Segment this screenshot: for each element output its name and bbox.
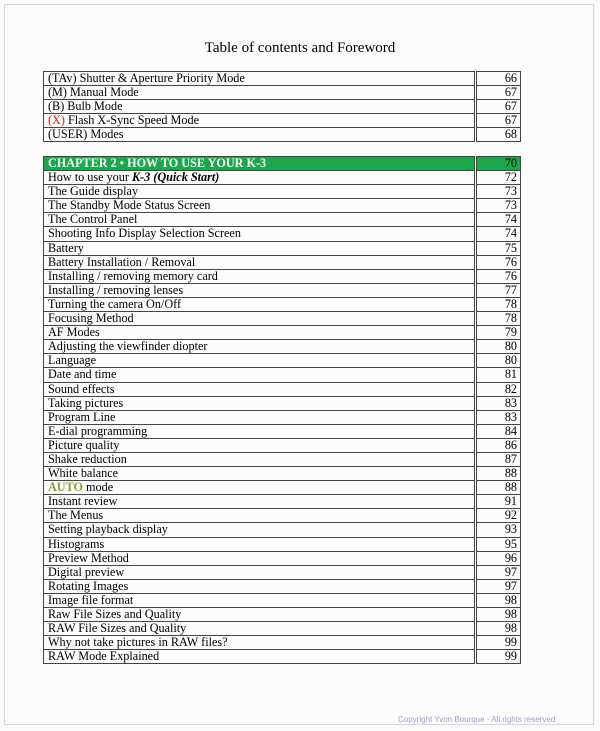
- chapter-heading-label: CHAPTER 2 • HOW TO USE YOUR K-3: [44, 157, 476, 171]
- page-title: Table of contents and Foreword: [204, 40, 396, 56]
- toc-entry-row[interactable]: [44, 622, 521, 636]
- toc-entry-row[interactable]: [44, 241, 521, 255]
- toc-entry-row[interactable]: [44, 255, 521, 269]
- toc-entry-page: 74: [476, 227, 521, 241]
- toc-entry-page: 91: [476, 495, 521, 509]
- copyright-notice: Copyright Yvon Bourque - All rights reserved: [398, 715, 556, 724]
- toc-entry-row[interactable]: [44, 424, 521, 438]
- toc-entry-page: 68: [476, 128, 521, 142]
- toc-entry-label: [44, 199, 476, 213]
- toc-entry-text: Preview Method: [48, 551, 129, 565]
- toc-entry-page: 86: [476, 438, 521, 452]
- toc-entry-page: 96: [476, 551, 521, 565]
- toc-entry-label: [44, 114, 476, 128]
- toc-entry-row[interactable]: [44, 551, 521, 565]
- toc-entry-row[interactable]: [44, 382, 521, 396]
- toc-entry-prefix: AUTO: [48, 480, 83, 495]
- toc-entry-row[interactable]: [44, 326, 521, 340]
- toc-entry-page: 66: [476, 72, 521, 86]
- toc-entry-label: [44, 255, 476, 269]
- toc-entry-label: [44, 326, 476, 340]
- toc-entry-page: 67: [476, 86, 521, 100]
- toc-entry-text: Taking pictures: [48, 396, 124, 410]
- toc-entry-page: 80: [476, 340, 521, 354]
- toc-entry-page: 76: [476, 255, 521, 269]
- toc-entry-label: [44, 269, 476, 283]
- toc-entry-page: 80: [476, 354, 521, 368]
- toc-entry-row[interactable]: [44, 283, 521, 297]
- toc-entry-page: 98: [476, 622, 521, 636]
- toc-entry-page: 83: [476, 410, 521, 424]
- toc-entry-page: 95: [476, 537, 521, 551]
- toc-entry-page: 81: [476, 368, 521, 382]
- toc-entry-text: The Guide display: [48, 184, 139, 199]
- toc-entry-label: [44, 241, 476, 255]
- toc-entry-row[interactable]: [44, 410, 521, 424]
- toc-entry-row[interactable]: [44, 86, 521, 100]
- toc-entry-row[interactable]: [44, 114, 521, 128]
- toc-entry-text: RAW File Sizes and Quality: [48, 621, 187, 636]
- toc-entry-text: White balance: [48, 466, 119, 481]
- toc-entry-text: Adjusting the viewfinder diopter: [48, 339, 208, 354]
- toc-entry-page: 67: [476, 114, 521, 128]
- toc-entry-text: (B) Bulb Mode: [48, 99, 123, 114]
- toc-entry-page: 73: [476, 185, 521, 199]
- toc-entry-row[interactable]: [44, 452, 521, 466]
- toc-entry-row[interactable]: [44, 495, 521, 509]
- toc-entry-label: [44, 382, 476, 396]
- toc-entry-label: [44, 622, 476, 636]
- toc-entry-label: [44, 297, 476, 311]
- toc-entry-text: The Menus: [48, 508, 104, 523]
- toc-entry-row[interactable]: [44, 396, 521, 410]
- chapter-heading-row[interactable]: [44, 157, 521, 171]
- toc-entry-label: [44, 650, 476, 664]
- toc-entry-label: [44, 283, 476, 297]
- toc-entry-text: Shake reduction: [48, 452, 127, 466]
- toc-entry-page: 84: [476, 424, 521, 438]
- toc-entry-label: [44, 185, 476, 199]
- toc-entry-page: 99: [476, 636, 521, 650]
- toc-entry-page: 87: [476, 452, 521, 466]
- toc-entry-row[interactable]: [44, 269, 521, 283]
- toc-entry-text: The Control Panel: [48, 212, 138, 227]
- toc-entry-text: Installing / removing memory card: [48, 269, 218, 283]
- toc-entry-text: Why not take pictures in RAW files?: [48, 635, 228, 650]
- toc-entry-text: Picture quality: [48, 438, 120, 452]
- toc-entry-page: 78: [476, 312, 521, 326]
- toc-entry-label: [44, 72, 476, 86]
- toc-entry-page: 82: [476, 382, 521, 396]
- toc-entry-label: [44, 579, 476, 593]
- toc-entry-row[interactable]: [44, 537, 521, 551]
- toc-entry-text: Raw File Sizes and Quality: [48, 607, 182, 621]
- toc-entry-row[interactable]: [44, 523, 521, 537]
- toc-entry-label: [44, 565, 476, 579]
- toc-entry-row[interactable]: [44, 227, 521, 241]
- toc-entry-page: 79: [476, 326, 521, 340]
- toc-entry-row[interactable]: [44, 185, 521, 199]
- toc-entry-page: 73: [476, 199, 521, 213]
- toc-entry-row[interactable]: [44, 199, 521, 213]
- toc-entry-text: Turning the camera On/Off: [48, 297, 182, 311]
- toc-entry-text: mode: [83, 480, 114, 495]
- toc-entry-text: Sound effects: [48, 382, 115, 396]
- toc-entry-text: Histograms: [48, 537, 105, 551]
- toc-entry-row[interactable]: [44, 297, 521, 311]
- toc-entry-row[interactable]: [44, 128, 521, 142]
- toc-entry-text: Battery Installation / Removal: [48, 255, 196, 269]
- toc-entry-text: Setting playback display: [48, 522, 168, 537]
- toc-entry-page: 88: [476, 481, 521, 495]
- toc-entry-row[interactable]: [44, 213, 521, 227]
- toc-entry-page: 97: [476, 579, 521, 593]
- toc-entry-row[interactable]: [44, 100, 521, 114]
- toc-entry-label: [44, 509, 476, 523]
- toc-entry-prefix: (X): [48, 113, 65, 128]
- toc-entry-label: [44, 495, 476, 509]
- toc-entry-label: [44, 481, 476, 495]
- toc-entry-label: [44, 608, 476, 622]
- toc-entry-emphasis: K-3 (Quick Start): [131, 170, 220, 185]
- toc-entry-row[interactable]: [44, 354, 521, 368]
- toc-entry-row[interactable]: [44, 368, 521, 382]
- toc-entry-text: Image file format: [48, 593, 134, 607]
- toc-entry-text: Focusing Method: [48, 311, 134, 326]
- toc-entry-label: [44, 467, 476, 481]
- toc-entry-label: [44, 410, 476, 424]
- toc-entry-page: 77: [476, 283, 521, 297]
- toc-entry-page: 93: [476, 523, 521, 537]
- toc-entry-page: 92: [476, 509, 521, 523]
- toc-entry-label: [44, 368, 476, 382]
- chapter-heading-page: 70: [476, 157, 521, 171]
- toc-entry-label: [44, 593, 476, 607]
- toc-entry-row[interactable]: [44, 312, 521, 326]
- toc-entry-label: [44, 128, 476, 142]
- toc-entry-text: The Standby Mode Status Screen: [48, 198, 211, 213]
- toc-entry-row[interactable]: [44, 565, 521, 579]
- toc-entry-row[interactable]: [44, 608, 521, 622]
- toc-entry-text: AF Modes: [48, 325, 100, 340]
- toc-entry-page: 72: [476, 171, 521, 185]
- toc-entry-text: (M) Manual Mode: [48, 85, 139, 100]
- toc-entry-page: 88: [476, 467, 521, 481]
- toc-entry-row[interactable]: [44, 579, 521, 593]
- toc-entry-row[interactable]: [44, 171, 521, 185]
- toc-entry-text: Rotating Images: [48, 579, 129, 593]
- toc-entry-page: 97: [476, 565, 521, 579]
- toc-entry-text: (TAv) Shutter & Aperture Priority Mode: [48, 71, 245, 85]
- toc-table-top: [43, 71, 521, 142]
- toc-entry-row[interactable]: [44, 481, 521, 495]
- toc-entry-label: [44, 636, 476, 650]
- toc-entry-text: Digital preview: [48, 565, 125, 579]
- toc-entry-text: Date and time: [48, 367, 117, 382]
- toc-entry-label: [44, 227, 476, 241]
- toc-entry-label: [44, 312, 476, 326]
- toc-entry-label: [44, 86, 476, 100]
- toc-entry-label: [44, 452, 476, 466]
- toc-table-chapter-2: [43, 156, 521, 664]
- toc-entry-page: 74: [476, 213, 521, 227]
- toc-entry-text: E-dial programming: [48, 424, 148, 438]
- toc-entry-row[interactable]: [44, 650, 521, 664]
- toc-entry-text: Shooting Info Display Selection Screen: [48, 226, 241, 241]
- toc-entry-label: [44, 523, 476, 537]
- toc-entry-page: 76: [476, 269, 521, 283]
- toc-entry-text: Program Line: [48, 410, 116, 424]
- toc-entry-row[interactable]: [44, 593, 521, 607]
- toc-entry-row[interactable]: [44, 467, 521, 481]
- toc-entry-row[interactable]: [44, 636, 521, 650]
- toc-entry-label: [44, 213, 476, 227]
- toc-entry-page: 83: [476, 396, 521, 410]
- toc-entry-label: [44, 551, 476, 565]
- toc-entry-page: 67: [476, 100, 521, 114]
- toc-entry-page: 98: [476, 593, 521, 607]
- toc-entry-page: 99: [476, 650, 521, 664]
- toc-entry-label: [44, 340, 476, 354]
- toc-entry-text: Language: [48, 353, 97, 368]
- toc-entry-text: How to use your: [48, 170, 132, 185]
- toc-entry-label: [44, 354, 476, 368]
- toc-entry-text: RAW Mode Explained: [48, 649, 160, 664]
- toc-entry-text: Installing / removing lenses: [48, 283, 184, 297]
- toc-entry-label: [44, 396, 476, 410]
- toc-entry-row[interactable]: [44, 438, 521, 452]
- toc-entry-page: 98: [476, 608, 521, 622]
- toc-entry-row[interactable]: [44, 509, 521, 523]
- toc-entry-label: [44, 424, 476, 438]
- toc-entry-text: Flash X-Sync Speed Mode: [64, 113, 199, 128]
- toc-entry-page: 75: [476, 241, 521, 255]
- toc-entry-page: 78: [476, 297, 521, 311]
- toc-entry-text: (USER) Modes: [48, 127, 124, 142]
- toc-entry-text: Battery: [48, 241, 84, 255]
- toc-entry-text: Instant review: [48, 494, 118, 509]
- toc-entry-row[interactable]: [44, 72, 521, 86]
- toc-entry-label: [44, 537, 476, 551]
- toc-entry-label: [44, 171, 476, 185]
- toc-entry-label: [44, 100, 476, 114]
- toc-entry-row[interactable]: [44, 340, 521, 354]
- toc-entry-label: [44, 438, 476, 452]
